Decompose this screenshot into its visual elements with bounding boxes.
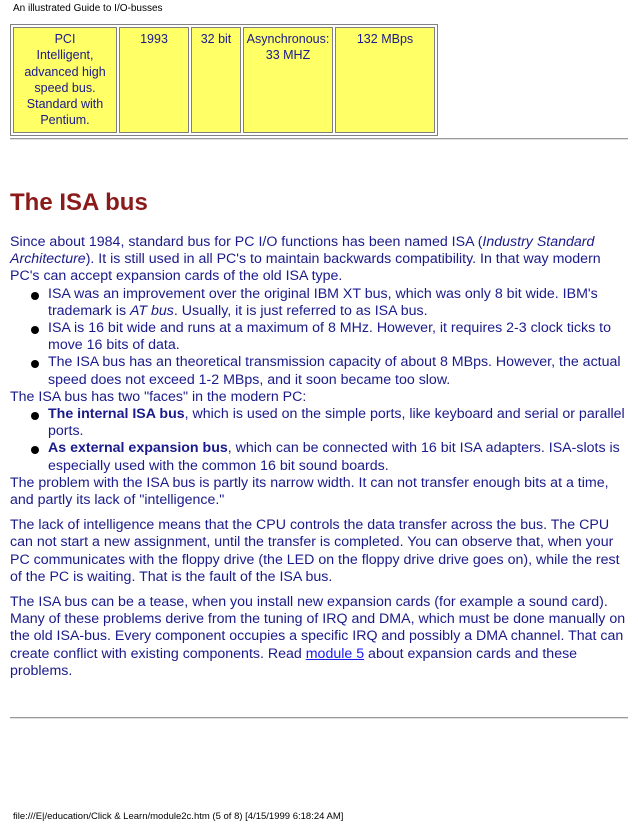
divider-bottom — [10, 717, 628, 719]
list-item: ISA was an improvement over the original IBM XT bus, which was only 8 bit wide. IBM's trademark is AT bus. Usually, it is just referred to as ISA bus. — [10, 286, 630, 320]
article-body — [10, 234, 630, 680]
sync-speed: 33 MHZ — [265, 48, 311, 63]
module-5-link[interactable]: module 5 — [305, 645, 365, 662]
throughput-cell: 132 MBps — [335, 27, 435, 133]
problem-paragraph: The problem with the ISA bus is partly its narrow width. It can not transfer enough bits at a time, and partly its lack of "intelligence." — [10, 474, 609, 509]
tease-paragraph: The ISA bus can be a tease, when you install new expansion cards (for example a sound card). Many of these problems derive from the tuning of IRQ and DMA, which must be done manually on the old ISA-bus. Every component occupies a specific IRQ and possibly a DMA channel. That can create conflict with existing components. Read module 5 about expansion cards and these problems. — [10, 594, 626, 679]
year-cell: 1993 — [119, 27, 189, 133]
page-title: The ISA bus — [10, 189, 148, 216]
intro-paragraph: Since about 1984, standard bus for PC I/O functions has been named ISA (Industry Standard Architecture). It is still used in all PC's to maintain backwards compatibility. In that way modern PC's can accept expansion cards of the old ISA type. — [10, 234, 601, 285]
isa-faces-list — [10, 406, 630, 475]
sync-cell — [243, 27, 333, 133]
width-cell: 32 bit — [191, 27, 241, 133]
list-item: The ISA bus has an theoretical transmission capacity of about 8 MBps. However, the actual speed does not exceed 1-2 MBps, and it soon became too slow. — [10, 354, 630, 388]
bus-name-cell — [13, 27, 117, 133]
list-item: ISA is 16 bit wide and runs at a maximum of 8 MHz. However, it requires 2-3 clock ticks to move 16 bits of data. — [10, 320, 630, 354]
print-footer: file:///E|/education/Click & Learn/module2c.htm (5 of 8) [4/15/1999 6:18:24 AM] — [13, 811, 344, 822]
bus-description: Intelligent, advanced high speed bus. Standard with Pentium. — [24, 48, 106, 128]
list-item: The internal ISA bus, which is used on the simple ports, like keyboard and serial or parallel ports. — [10, 406, 630, 440]
list-item: As external expansion bus, which can be connected with 16 bit ISA adapters. ISA-slots is especially used with the common 16 bit sound boards. — [10, 440, 630, 474]
sync-type: Asynchronous: — [246, 32, 330, 46]
faces-intro: The ISA bus has two "faces" in the modern PC: — [10, 388, 307, 405]
table-row — [13, 27, 435, 133]
bus-table — [10, 24, 438, 136]
print-header: An illustrated Guide to I/O-busses — [13, 3, 163, 14]
bus-name: PCI — [54, 32, 76, 46]
intelligence-paragraph: The lack of intelligence means that the CPU controls the data transfer across the bus. The CPU can not start a new assignment, until the transfer is completed. You can observe that, when your PC communicates with the floppy drive (the LED on the floppy drive drive goes on), while the rest of the PC is waiting. That is the fault of the ISA bus. — [10, 517, 620, 585]
divider-top — [10, 138, 628, 140]
isa-facts-list — [10, 286, 630, 389]
